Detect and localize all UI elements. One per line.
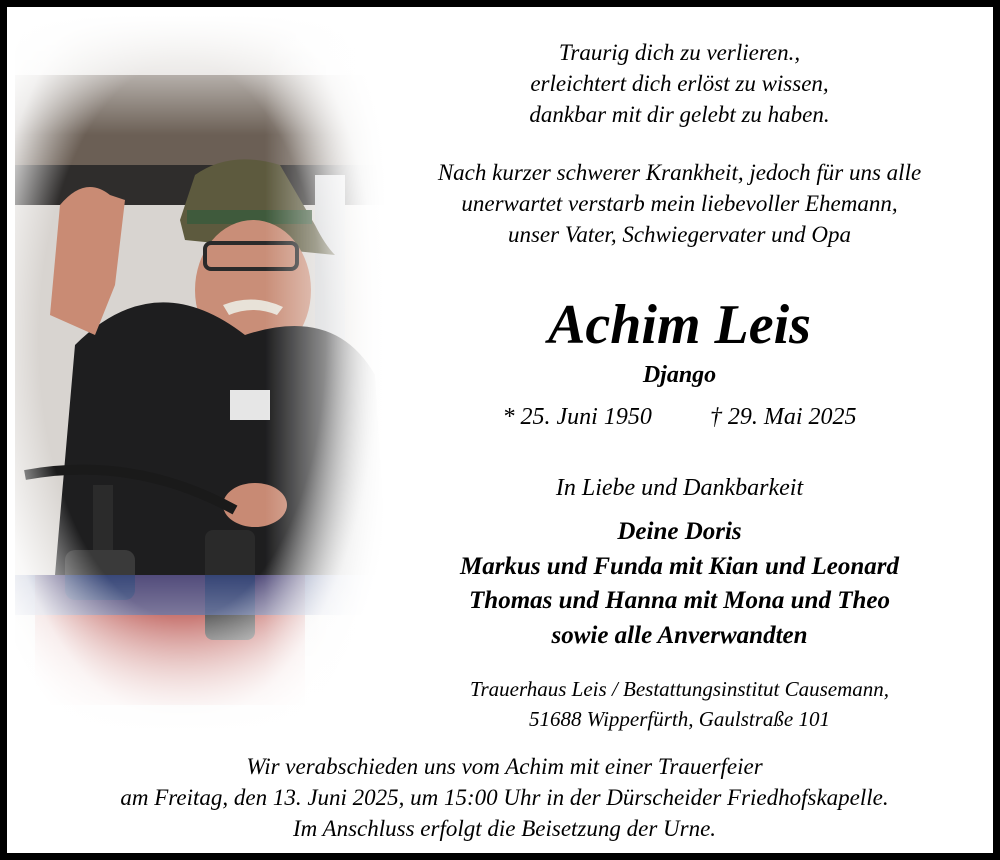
service-line: am Freitag, den 13. Juni 2025, um 15:00 Uhr in der Dürscheider Friedhofskapelle.	[120, 785, 889, 810]
funeral-home-address	[377, 674, 982, 734]
funeral-service-info	[17, 751, 992, 844]
deceased-nickname: Django	[642, 362, 717, 388]
deceased-name: Achim Leis	[548, 294, 811, 356]
birth-date: * 25. Juni 1950	[502, 404, 652, 430]
mourner-line: Deine Doris	[617, 518, 742, 545]
announcement-line: Nach kurzer schwerer Krankheit, jedoch für uns alle	[437, 160, 922, 185]
announcement-line: unerwartet verstarb mein liebevoller Ehemann,	[461, 191, 898, 216]
poem	[377, 37, 982, 130]
mourner-line: sowie alle Anverwandten	[551, 621, 808, 649]
poem-line: Traurig dich zu verlieren.,	[558, 40, 801, 65]
death-date: † 29. Mai 2025	[709, 404, 857, 430]
service-line: Wir verabschieden uns vom Achim mit einer Trauerfeier	[246, 754, 763, 779]
death-announcement	[377, 157, 982, 250]
mourners-list	[377, 515, 982, 653]
poem-line: dankbar mit dir gelebt zu haben.	[529, 102, 830, 127]
address-line: Trauerhaus Leis / Bestattungsinstitut Causemann,	[469, 677, 890, 701]
poem-line: erleichtert dich erlöst zu wissen,	[530, 71, 829, 96]
portrait-photo	[15, 15, 387, 737]
mourner-line: Thomas und Hanna mit Mona und Theo	[469, 587, 890, 614]
life-dates	[377, 402, 982, 432]
mourner-line: Markus und Funda mit Kian und Leonard	[459, 552, 900, 580]
address-line: 51688 Wipperfürth, Gaulstraße 101	[528, 707, 830, 731]
mourners-intro: In Liebe und Dankbarkeit	[555, 475, 804, 501]
service-line: Im Anschluss erfolgt die Beisetzung der Urne.	[292, 816, 717, 841]
announcement-line: unser Vater, Schwiegervater und Opa	[507, 222, 852, 247]
